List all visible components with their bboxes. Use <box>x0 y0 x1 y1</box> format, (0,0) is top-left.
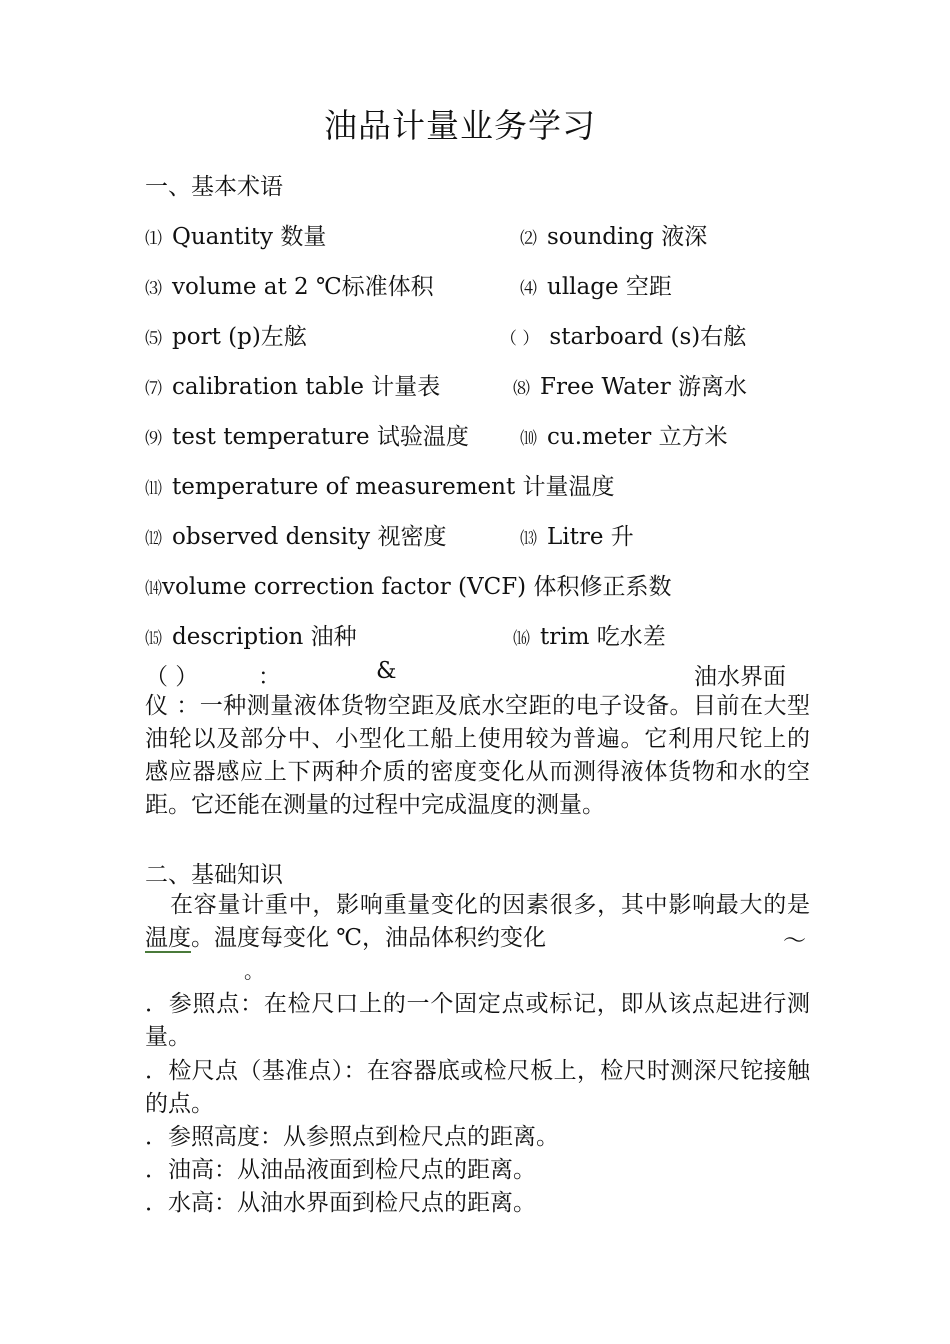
term-number: ⑺ <box>145 379 162 399</box>
term-text: test temperature 试验温度 <box>172 424 469 450</box>
term-text: calibration table 计量表 <box>172 374 441 400</box>
term-text: temperature of measurement 计量温度 <box>172 474 615 500</box>
term-number: ⑶ <box>145 279 162 299</box>
term-number: ⒀ <box>520 529 537 549</box>
term17-description: 仪 ：一种测量液体货物空距及底水空距的电子设备。目前在大型油轮以及部分中、小型化工船上使用较为普遍。它利用尺铊上的感应器感应上下两种介质的密度变化从而测得液体货物和水的空距。它还能在测量的过程中完成温度的测量。 <box>145 693 810 818</box>
definition-item: ．油高：从油品液面到检尺点的距离。 <box>145 1157 536 1183</box>
term-text: description 油种 <box>172 624 357 650</box>
term-text: sounding 液深 <box>547 224 708 250</box>
term-item <box>145 468 615 501</box>
term-number: ⑼ <box>145 429 162 449</box>
term-text: Quantity 数量 <box>172 224 327 250</box>
section-heading-knowledge: 二、基础知识 <box>145 862 283 888</box>
term-number: ⑿ <box>145 529 162 549</box>
term-number: ⑵ <box>520 229 537 249</box>
paragraph-text: 。温度每变化 ℃，油品体积约变化 <box>191 925 547 951</box>
term-number: ⑽ <box>520 429 537 449</box>
paragraph-end-mark: 。 <box>244 959 264 983</box>
term-item <box>145 268 434 301</box>
definition-item: ．参照高度：从参照点到检尺点的距离。 <box>145 1124 559 1150</box>
term-text: trim 吃水差 <box>540 624 666 650</box>
definition-item: ．水高：从油水界面到检尺点的距离。 <box>145 1190 536 1216</box>
term-item <box>145 318 307 351</box>
range-tilde: ～ <box>783 928 806 954</box>
term-text: starboard (s)右舷 <box>549 324 747 350</box>
term-text: volume at 2 ℃标准体积 <box>172 274 434 300</box>
term-number: ⒂ <box>145 629 162 649</box>
term-item <box>520 268 672 301</box>
term17-ampersand: & <box>376 658 397 684</box>
term-item <box>513 368 747 401</box>
term-text: volume correction factor (VCF) 体积修正系数 <box>162 574 672 600</box>
knowledge-paragraph <box>145 889 810 955</box>
term17-heading: 油水界面 <box>694 664 786 690</box>
term-item <box>145 518 446 551</box>
term-text: cu.meter 立方米 <box>547 424 728 450</box>
term-item <box>500 318 746 351</box>
term-number: ⑾ <box>145 479 162 499</box>
term-number: （ ） <box>500 329 540 349</box>
term-text: port (p)左舷 <box>172 324 307 350</box>
term-text: ullage 空距 <box>547 274 672 300</box>
term-item <box>520 418 728 451</box>
term-item <box>145 618 357 651</box>
term-text: Free Water 游离水 <box>540 374 747 400</box>
term17-bracket: （ ） <box>145 664 199 690</box>
term-item <box>520 218 707 251</box>
term-item <box>145 368 440 401</box>
definition-item: ．检尺点（基准点）：在容器底或检尺板上，检尺时测深尺铊接触的点。 <box>145 1058 810 1117</box>
definition-item: ．参照点：在检尺口上的一个固定点或标记，即从该点起进行测量。 <box>145 991 810 1050</box>
term-number: ⑴ <box>145 229 162 249</box>
paragraph-text: 在容量计重中，影响重量变化的因素很多，其中影响最大的是 <box>170 892 810 918</box>
term-text: Litre 升 <box>547 524 634 550</box>
section-heading-terms: 一、基本术语 <box>145 174 283 200</box>
term-number: ⑷ <box>520 279 537 299</box>
page-title: 油品计量业务学习 <box>324 106 596 145</box>
term-number: ⑸ <box>145 329 162 349</box>
term-item <box>520 518 634 551</box>
term-item <box>145 418 469 451</box>
term17-colon: ： <box>258 664 281 690</box>
term-item <box>513 618 666 651</box>
term-number: ⒃ <box>513 629 530 649</box>
term-item <box>145 218 326 251</box>
term-item <box>145 568 671 601</box>
underlined-keyword: 温度 <box>145 925 191 951</box>
term-number: ⒁ <box>145 579 162 599</box>
term-text: observed density 视密度 <box>172 524 447 550</box>
term-number: ⑻ <box>513 379 530 399</box>
